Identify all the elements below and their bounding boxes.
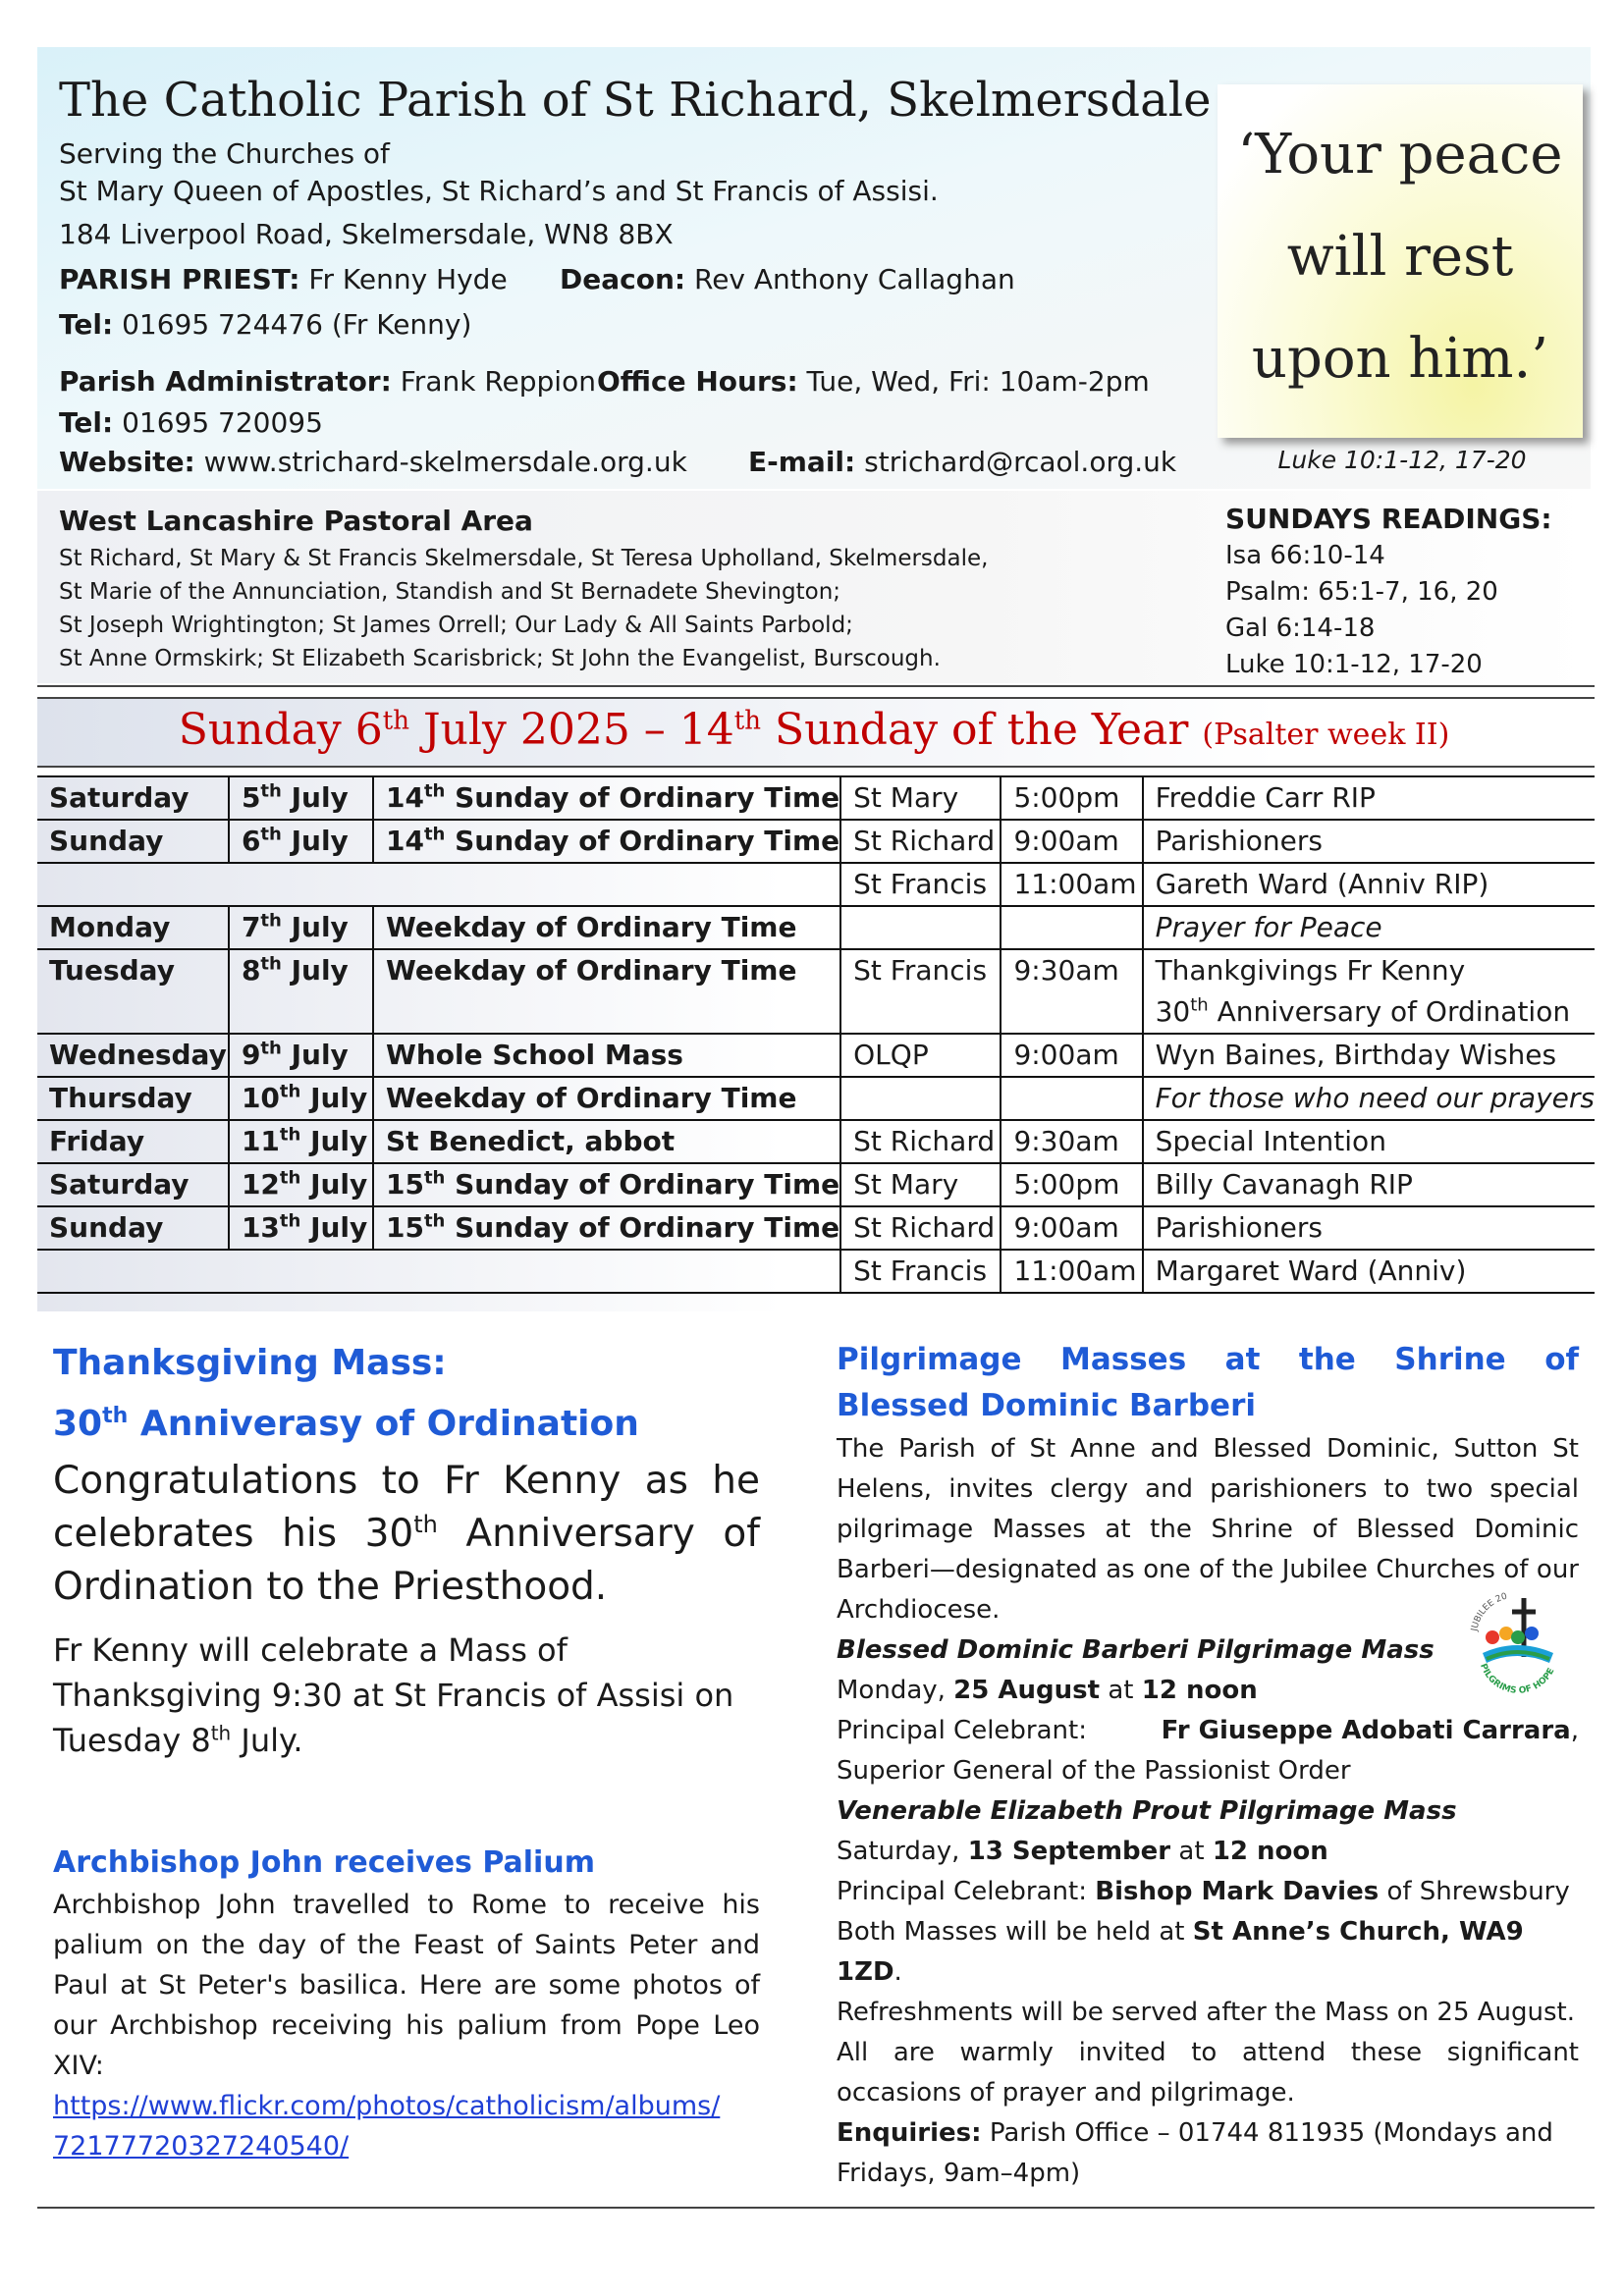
church-name: St Francis (853, 868, 988, 900)
link-line: 72177720327240540/ (53, 2131, 350, 2162)
church-cell (840, 1120, 1001, 1163)
intention-cell (1143, 1206, 1595, 1250)
palium-link-wrapper (53, 2086, 760, 2166)
hours-value: Tue, Wed, Fri: 10am-2pm (806, 365, 1150, 398)
church-name: St Richard (853, 825, 996, 857)
date-sup: th (279, 1124, 301, 1146)
occasion-sup: th (423, 780, 446, 802)
mass-time: 5:00pm (1013, 781, 1120, 814)
reading-item: Isa 66:10-14 (1225, 541, 1385, 570)
deacon (560, 261, 1015, 298)
time-cell (1001, 863, 1142, 906)
celebrant1-name: Fr Giuseppe Adobati Carrara (1161, 1716, 1571, 1745)
admin-label: Parish Administrator: (59, 365, 392, 398)
celebrant1-role: Superior General of the Passionist Order (837, 1756, 1351, 1786)
parish-address: 184 Liverpool Road, Skelmersdale, WN8 8BX (59, 218, 674, 250)
schedule-day: Saturday (49, 781, 189, 814)
website-label: Website: (59, 446, 195, 478)
church-name: St Francis (853, 1255, 988, 1287)
day-cell (37, 776, 229, 820)
church-cell (840, 1250, 1001, 1293)
schedule-row (37, 776, 1595, 820)
mass1-time: 12 noon (1141, 1676, 1258, 1705)
flickr-album-link[interactable] (53, 2091, 720, 2162)
occasion-text: Sunday of Ordinary Time (445, 1168, 840, 1201)
intention-cell (1143, 906, 1595, 949)
congrats-part: Congratulations to Fr Kenny as he celebrates his 30 (53, 1459, 760, 1556)
occasion-text: Sunday of Ordinary Time (445, 825, 840, 857)
intention-cell (1143, 1163, 1595, 1206)
mass1-date: 25 August (953, 1676, 1101, 1705)
date-month: July (300, 1125, 368, 1157)
date-sup: th (382, 706, 409, 736)
occasion-cell (373, 906, 840, 949)
office-hours (597, 363, 1150, 400)
date-month: July (281, 825, 349, 857)
parish-priest (59, 261, 508, 298)
website-value[interactable]: www.strichard-skelmersdale.org.uk (203, 446, 687, 478)
intention-cell (1143, 776, 1595, 820)
readings-title: SUNDAYS READINGS: (1225, 503, 1552, 535)
day-cell (37, 949, 229, 1034)
intention-num: 30 (1155, 995, 1191, 1028)
priest-telephone (59, 306, 471, 344)
tel-label-2: Tel: (59, 406, 114, 439)
schedule-row (37, 820, 1595, 863)
time-cell (1001, 949, 1142, 1034)
schedule-day: Wednesday (49, 1039, 227, 1071)
intention-text: Billy Cavanagh RIP (1155, 1168, 1413, 1201)
church-name: St Mary (853, 1168, 959, 1201)
intention-cell (1143, 820, 1595, 863)
mass2-date: 13 September (967, 1837, 1171, 1866)
mass-time: 11:00am (1013, 1255, 1137, 1287)
time-cell (1001, 906, 1142, 949)
mass1-title: Blessed Dominic Barberi Pilgrimage Mass (837, 1635, 1435, 1665)
intention-cell (1143, 1077, 1595, 1120)
intention-text: Prayer for Peace (1155, 911, 1382, 943)
date-num: 5 (241, 781, 261, 814)
congratulations-text (53, 1455, 760, 1614)
intention-text: Anniversary of Ordination (1208, 995, 1571, 1028)
email-label: E-mail: (748, 446, 856, 478)
intention-cell (1143, 949, 1595, 1034)
liturgical-date (37, 705, 1591, 755)
schedule-row (37, 1120, 1595, 1163)
date-month: July (300, 1211, 368, 1244)
quote-reference: Luke 10:1-12, 17-20 (1277, 446, 1527, 474)
mass-time: 5:00pm (1013, 1168, 1120, 1201)
pastoral-area-line: St Marie of the Annunciation, Standish and St Bernadete Shevington; (59, 579, 841, 605)
occasion-text: Weekday of Ordinary Time (385, 1082, 797, 1114)
intention-cell (1143, 1120, 1595, 1163)
invite-text: All are warmly invited to attend these significant occasions of prayer and pilgrimage. (837, 2038, 1579, 2108)
occasion-cell (373, 820, 840, 863)
date-part: July 2025 – 14 (408, 705, 734, 755)
mass-time: 9:00am (1013, 1039, 1119, 1071)
date-cell (229, 1120, 373, 1163)
deacon-label: Deacon: (560, 263, 686, 295)
time-cell (1001, 820, 1142, 863)
pastoral-area-line: St Joseph Wrightington; St James Orrell; Our Lady & All Saints Parbold; (59, 613, 853, 638)
intention-cell (1143, 863, 1595, 906)
date-month: July (281, 1039, 349, 1071)
intention-text: Special Intention (1155, 1125, 1386, 1157)
thanksgiving-title-line (53, 1390, 760, 1451)
date-cell (229, 1163, 373, 1206)
enquiries-value: Parish Office – 01744 811935 (Mondays and Fridays, 9am–4pm) (837, 2118, 1553, 2188)
refreshments-text: Refreshments will be served after the Mass on 25 August. (837, 1998, 1576, 2027)
divider (37, 766, 1595, 768)
right-column (837, 1337, 1579, 2194)
occasion-cell (373, 949, 840, 1034)
church-cell (840, 776, 1001, 820)
intention-cell (1143, 1034, 1595, 1077)
mass-part: Fr Kenny will celebrate a Mass of Thanksgiving 9:30 at St Francis of Assisi on Tuesday 8 (53, 1631, 734, 1759)
date-sup: th (260, 780, 282, 802)
time-cell (1001, 1077, 1142, 1120)
date-sup: th (260, 910, 282, 932)
link-line: https://www.flickr.com/photos/catholicism/albums/ (53, 2091, 721, 2121)
deacon-name: Rev Anthony Callaghan (694, 263, 1015, 295)
schedule-row (37, 1250, 1595, 1293)
date-sup: th (279, 1210, 301, 1232)
schedule-day: Tuesday (49, 954, 175, 987)
church-cell (840, 863, 1001, 906)
occasion-num: 15 (385, 1211, 424, 1244)
date-cell (229, 906, 373, 949)
date-month: July (300, 1082, 368, 1114)
title-num: 30 (53, 1404, 103, 1444)
date-cell (229, 820, 373, 863)
celebrant2-name: Bishop Mark Davies (1095, 1877, 1380, 1906)
congrats-sup: th (413, 1511, 438, 1538)
schedule-row (37, 949, 1595, 1034)
office-tel-value: 01695 720095 (122, 406, 323, 439)
email (748, 444, 1176, 481)
enquiries-text (837, 2113, 1579, 2194)
quote-line-2: will rest (1286, 225, 1514, 289)
time-cell (1001, 1120, 1142, 1163)
mass-part: July. (231, 1722, 303, 1759)
intention-text: Parishioners (1155, 825, 1323, 857)
church-cell (840, 906, 1001, 949)
church-name: OLQP (853, 1039, 929, 1071)
date-sup: th (260, 953, 282, 975)
gospel-quote-box (1218, 84, 1583, 438)
schedule-day: Saturday (49, 1168, 189, 1201)
church-cell (840, 1077, 1001, 1120)
date-month: July (281, 781, 349, 814)
occasion-cell (373, 1077, 840, 1120)
day-cell (37, 820, 229, 863)
palium-title: Archbishop John receives Palium (53, 1845, 595, 1880)
mass1-day: Monday, (837, 1676, 946, 1705)
occasion-text: St Benedict, abbot (385, 1125, 676, 1157)
empty-cell (37, 1250, 840, 1293)
church-name: St Mary (853, 781, 959, 814)
day-cell (37, 1163, 229, 1206)
mass-time: 9:00am (1013, 1211, 1119, 1244)
date-cell (229, 1034, 373, 1077)
date-part: Sunday 6 (178, 705, 383, 755)
left-column (53, 1337, 760, 2166)
date-cell (229, 949, 373, 1034)
pastoral-area-title: West Lancashire Pastoral Area (59, 505, 533, 537)
thanksgiving-mass-text (53, 1628, 760, 1763)
time-cell (1001, 776, 1142, 820)
schedule-row (37, 1206, 1595, 1250)
schedule-row (37, 1034, 1595, 1077)
intention-cell (1143, 1250, 1595, 1293)
bottom-divider (37, 2207, 1595, 2209)
tel-label: Tel: (59, 308, 114, 341)
date-num: 12 (241, 1168, 280, 1201)
date-sup: th (260, 1038, 282, 1059)
date-sup: th (733, 706, 761, 736)
jubilee-logo-icon (1463, 1588, 1571, 1696)
reading-item: Gal 6:14-18 (1225, 614, 1376, 643)
church-cell (840, 1034, 1001, 1077)
date-num: 8 (241, 954, 261, 987)
time-cell (1001, 1163, 1142, 1206)
church-name: St Richard (853, 1211, 996, 1244)
congrats-part: Anniversary of Ordination to the Priesthood. (53, 1512, 760, 1609)
quote-line-3: upon him.’ (1251, 327, 1549, 391)
pilgrimage-title: Pilgrimage Masses at the Shrine of Blessed Dominic Barberi (837, 1342, 1579, 1423)
occasion-num: 14 (385, 781, 424, 814)
mass-time: 9:00am (1013, 825, 1119, 857)
day-cell (37, 1206, 229, 1250)
date-num: 7 (241, 911, 261, 943)
occasion-text: Sunday of Ordinary Time (445, 1211, 840, 1244)
parish-title: The Catholic Parish of St Richard, Skelmersdale (59, 73, 1212, 128)
jubilee-pilgrims-of-hope-logo (1463, 1588, 1571, 1696)
intention-text: Parishioners (1155, 1211, 1323, 1244)
celebrant-label: Principal Celebrant: (837, 1716, 1087, 1745)
day-cell (37, 1120, 229, 1163)
venue-line: Both Masses will be held at St Anne’s Church, WA9 1ZD. (837, 1917, 1524, 1987)
intention-text: For those who need our prayers (1155, 1082, 1595, 1114)
occasion-num: 14 (385, 825, 424, 857)
mass-time: 11:00am (1013, 868, 1137, 900)
celebrant-label: Principal Celebrant: (837, 1877, 1087, 1906)
day-cell (37, 1034, 229, 1077)
thanksgiving-title (53, 1337, 760, 1451)
occasion-sup: th (423, 1210, 446, 1232)
intention-text: Thankgivings Fr Kenny (1155, 954, 1466, 987)
date-sup: th (279, 1081, 301, 1102)
celebrant2-line (837, 1872, 1579, 1912)
occasion-cell (373, 1163, 840, 1206)
pilgrimage-intro: The Parish of St Anne and Blessed Dominic, Sutton St Helens, invites clergy and parishioners to two special pilgrimage Masses at the Shrine of Blessed Dominic Barberi—designated as one of the Jubilee Churches of our Archdiocese. (837, 1434, 1579, 1625)
date-sup: th (279, 1167, 301, 1189)
intention-text: Margaret Ward (Anniv) (1155, 1255, 1467, 1287)
pastoral-area-line: St Anne Ormskirk; St Elizabeth Scarisbrick; St John the Evangelist, Burscough. (59, 646, 941, 671)
occasion-cell (373, 1206, 840, 1250)
svg-text:JUBILEE 2025 (1463, 1588, 1508, 1633)
quote-line-1: ‘Your peace (1237, 123, 1563, 187)
at-word: at (1178, 1837, 1205, 1866)
church-cell (840, 949, 1001, 1034)
schedule-row (37, 1163, 1595, 1206)
intention-sup: th (1190, 994, 1209, 1016)
enquiries-label: Enquiries: (837, 2118, 982, 2148)
mass-schedule-table (37, 775, 1595, 1294)
occasion-sup: th (423, 1167, 446, 1189)
mass-time: 9:30am (1013, 1125, 1119, 1157)
day-cell (37, 1077, 229, 1120)
svg-text:PILGRIMS OF HOPE (1478, 1662, 1556, 1695)
palium-body: Archbishop John travelled to Rome to receive his palium on the day of the Feast of Saints Peter and Paul at St Peter's basilica. Here are some photos of our Archbishop receiving his palium from Pope Leo XIV: (53, 1890, 760, 2081)
mass2-time: 12 noon (1212, 1837, 1328, 1866)
priest-name: Fr Kenny Hyde (308, 263, 508, 295)
venue-pre: Both Masses will be held at (837, 1917, 1185, 1947)
schedule-day: Thursday (49, 1082, 192, 1114)
church-cell (840, 820, 1001, 863)
date-month: July (300, 1168, 368, 1201)
date-num: 10 (241, 1082, 280, 1114)
mass2-day: Saturday, (837, 1837, 960, 1866)
occasion-num: 15 (385, 1168, 424, 1201)
at-word: at (1108, 1676, 1134, 1705)
church-name: St Francis (853, 954, 988, 987)
time-cell (1001, 1250, 1142, 1293)
title-sup: th (102, 1404, 129, 1428)
intention-text: Gareth Ward (Anniv RIP) (1155, 868, 1489, 900)
occasion-cell (373, 776, 840, 820)
schedule-day: Friday (49, 1125, 145, 1157)
date-month: July (281, 911, 349, 943)
date-part: Sunday of the Year (760, 705, 1203, 755)
date-num: 9 (241, 1039, 261, 1071)
occasion-cell (373, 1120, 840, 1163)
email-value[interactable]: strichard@rcaol.org.uk (864, 446, 1177, 478)
office-telephone (59, 404, 323, 442)
celebrant2-of: of Shrewsbury (1386, 1877, 1570, 1906)
celebrant1-line: Principal Celebrant: Fr Giuseppe Adobati Carrara, (837, 1711, 1579, 1751)
mass2-when (837, 1832, 1579, 1872)
title-text: Anniverasy of Ordination (128, 1404, 639, 1444)
intention-text: Freddie Carr RIP (1155, 781, 1376, 814)
time-cell (1001, 1034, 1142, 1077)
mass-sup: th (210, 1721, 232, 1745)
website (59, 444, 687, 481)
mass-time: 9:30am (1013, 954, 1119, 987)
intention-text: Wyn Baines, Birthday Wishes (1155, 1039, 1557, 1071)
occasion-text: Whole School Mass (385, 1039, 683, 1071)
serving-line-1: Serving the Churches of (59, 137, 390, 170)
schedule-day: Sunday (49, 825, 164, 857)
schedule-row (37, 1077, 1595, 1120)
date-num: 6 (241, 825, 261, 857)
schedule-row (37, 906, 1595, 949)
pastoral-area-line: St Richard, St Mary & St Francis Skelmersdale, St Teresa Upholland, Skelmersdale, (59, 546, 989, 571)
schedule-day: Sunday (49, 1211, 164, 1244)
logo-text: PILGRIMS OF HOPE (1478, 1662, 1557, 1696)
psalter-week: (Psalter week II) (1202, 718, 1450, 752)
thanksgiving-title-line: Thanksgiving Mass: (53, 1343, 447, 1383)
venue-place: St Anne’s Church, WA9 1ZD (837, 1917, 1524, 1987)
day-cell (37, 906, 229, 949)
occasion-sup: th (423, 824, 446, 845)
schedule-day: Monday (49, 911, 171, 943)
schedule-row (37, 863, 1595, 906)
occasion-cell (373, 1034, 840, 1077)
priest-label: PARISH PRIEST: (59, 263, 300, 295)
occasion-text: Weekday of Ordinary Time (385, 911, 797, 943)
date-num: 13 (241, 1211, 280, 1244)
empty-cell (37, 863, 840, 906)
occasion-text: Sunday of Ordinary Time (445, 781, 840, 814)
time-cell (1001, 1206, 1142, 1250)
church-cell (840, 1206, 1001, 1250)
date-cell (229, 776, 373, 820)
divider (37, 685, 1595, 687)
admin-name: Frank Reppion (400, 365, 596, 398)
date-cell (229, 1206, 373, 1250)
date-num: 11 (241, 1125, 280, 1157)
parish-administrator (59, 363, 596, 400)
occasion-text: Weekday of Ordinary Time (385, 954, 797, 987)
readings-list (1225, 538, 1498, 683)
date-cell (229, 1077, 373, 1120)
serving-line-2: St Mary Queen of Apostles, St Richard’s and St Francis of Assisi. (59, 175, 939, 207)
date-sup: th (260, 824, 282, 845)
priest-tel-value: 01695 724476 (Fr Kenny) (122, 308, 472, 341)
church-name: St Richard (853, 1125, 996, 1157)
date-month: July (281, 954, 349, 987)
reading-item: Psalm: 65:1-7, 16, 20 (1225, 577, 1498, 607)
hours-label: Office Hours: (597, 365, 798, 398)
logo-text: JUBILEE 20 (1470, 1591, 1509, 1632)
mass2-title: Venerable Elizabeth Prout Pilgrimage Mass (837, 1796, 1457, 1826)
reading-item: Luke 10:1-12, 17-20 (1225, 650, 1483, 679)
church-cell (840, 1163, 1001, 1206)
